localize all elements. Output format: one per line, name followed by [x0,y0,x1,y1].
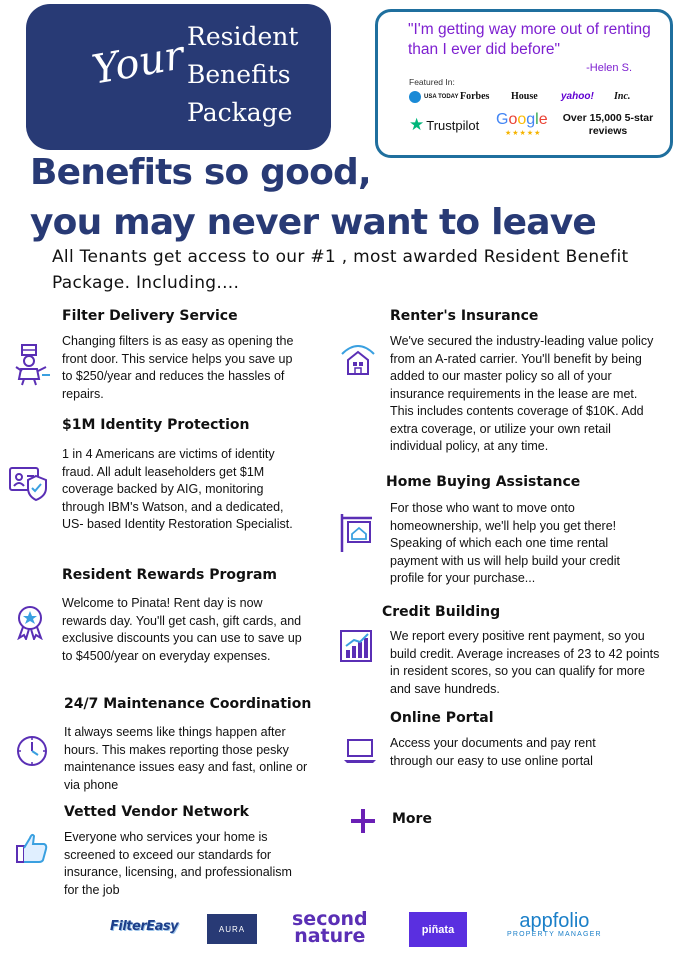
trustpilot-star-icon: ★ [409,115,425,134]
trustpilot-logo: ★ Trustpilot [409,115,480,134]
benefit-title-resident-rewards: Resident Rewards Program [62,567,277,583]
award-ribbon-icon [12,604,48,640]
laptop-icon [342,733,378,769]
header-script-word: Your [88,32,188,94]
header-banner [26,4,331,150]
benefit-desc-renters-insurance: We've secured the industry-leading value policy from an A-rated carrier. You'll benefit by being added to our master policy so all of your insurance requirements in the lease are met. This includes contents coverage of $10K. Add extra coverage, or utilize your own retail individual policy, at any time. [390,334,654,453]
testimonial-box [375,9,673,158]
benefit-title-home-buying: Home Buying Assistance [386,474,581,490]
appfolio-name: appfolio [519,910,590,932]
id-shield-icon [8,462,50,502]
usatoday-dot-icon [409,91,421,103]
pinata-logo: piñata [409,912,467,947]
aura-logo: AURA [207,914,257,944]
google-stars-icon: ★★★★★ [505,129,542,137]
reviews-count: Over 15,000 5-star reviews [562,112,654,137]
benefit-desc-online-portal: Access your documents and pay rent through our easy to use online portal [390,736,596,768]
filtereasy-logo: FilterEasy [110,919,179,934]
benefit-desc-vetted-vendor: Everyone who services your home is screened to exceed our standards for insurance, licensing, and professionalism for the job [64,830,292,897]
benefit-title-identity-protection: $1M Identity Protection [62,417,250,433]
benefit-title-online-portal: Online Portal [390,710,494,726]
intro-text: All Tenants get access to our #1 , most awarded Resident Benefit Package. Including.... [52,247,629,293]
headline-line-2: you may never want to leave [30,202,597,243]
benefit-title-vetted-vendor: Vetted Vendor Network [64,804,249,820]
plus-icon[interactable] [347,805,379,837]
delivery-person-icon [8,343,52,387]
header-line-1: Resident [187,22,299,51]
benefit-desc-filter-delivery: Changing filters is as easy as opening the front door. This service helps you save up to $250/year and reduces the hassles of repairs. [62,334,294,401]
headline-line-1: Benefits so good, [30,152,371,193]
for-sale-sign-icon [336,512,376,554]
press-yahoo-logo: yahoo! [561,91,594,102]
press-house-logo: House [511,91,538,102]
press-usatoday-logo: USA TODAY [409,91,458,103]
testimonial-quote: "I'm getting way more out of renting than I ever did before" [408,21,651,58]
press-inc-logo: Inc. [614,91,631,102]
benefit-desc-maintenance: It always seems like things happen after hours. This makes reporting those pesky maintenance issues easy and fast, online or via phone [64,725,308,792]
benefit-desc-home-buying: For those who want to move onto homeownership, we'll help you get there! Speaking of which each one time rental payment with us will help build your credit profile for your purchase... [390,501,620,585]
appfolio-logo [507,911,602,938]
benefit-title-credit-building: Credit Building [382,604,501,620]
header-line-2: Benefits [187,60,291,89]
thumbs-up-icon [14,830,50,866]
appfolio-subtitle: PROPERTY MANAGER [507,931,602,938]
testimonial-author: -Helen S. [586,62,632,74]
bar-chart-icon [338,628,374,664]
house-umbrella-icon [338,338,378,378]
benefit-title-filter-delivery: Filter Delivery Service [62,308,238,324]
second-nature-logo [292,908,368,947]
benefit-title-maintenance: 24/7 Maintenance Coordination [64,696,312,712]
benefit-title-renters-insurance: Renter's Insurance [390,308,539,324]
featured-label: Featured In: [409,77,455,87]
second-nature-line-2: nature [294,925,366,947]
press-forbes-logo: Forbes [460,91,490,102]
google-logo: Google [496,111,548,128]
benefit-desc-credit-building: We report every positive rent payment, so you build credit. Average increases of 23 to 42 points in resident scores, so you can qualify for more and save hundreds. [390,629,660,696]
clock-icon [14,733,50,769]
more-link[interactable]: More [392,811,432,827]
benefit-desc-resident-rewards: Welcome to Pinata! Rent day is now rewards day. You'll get cash, gift cards, and exclusive discounts you can use to save up to $4500/year on everyday expenses. [62,596,302,663]
second-nature-line-1: second [292,908,368,930]
benefit-desc-identity-protection: 1 in 4 Americans are victims of identity fraud. All adult leaseholders get $1M coverage backed by AIG, monitoring through IBM's Watson, and a dedicated, US- based Identity Restoration Specialist. [62,447,293,531]
header-line-3: Package [187,98,293,127]
